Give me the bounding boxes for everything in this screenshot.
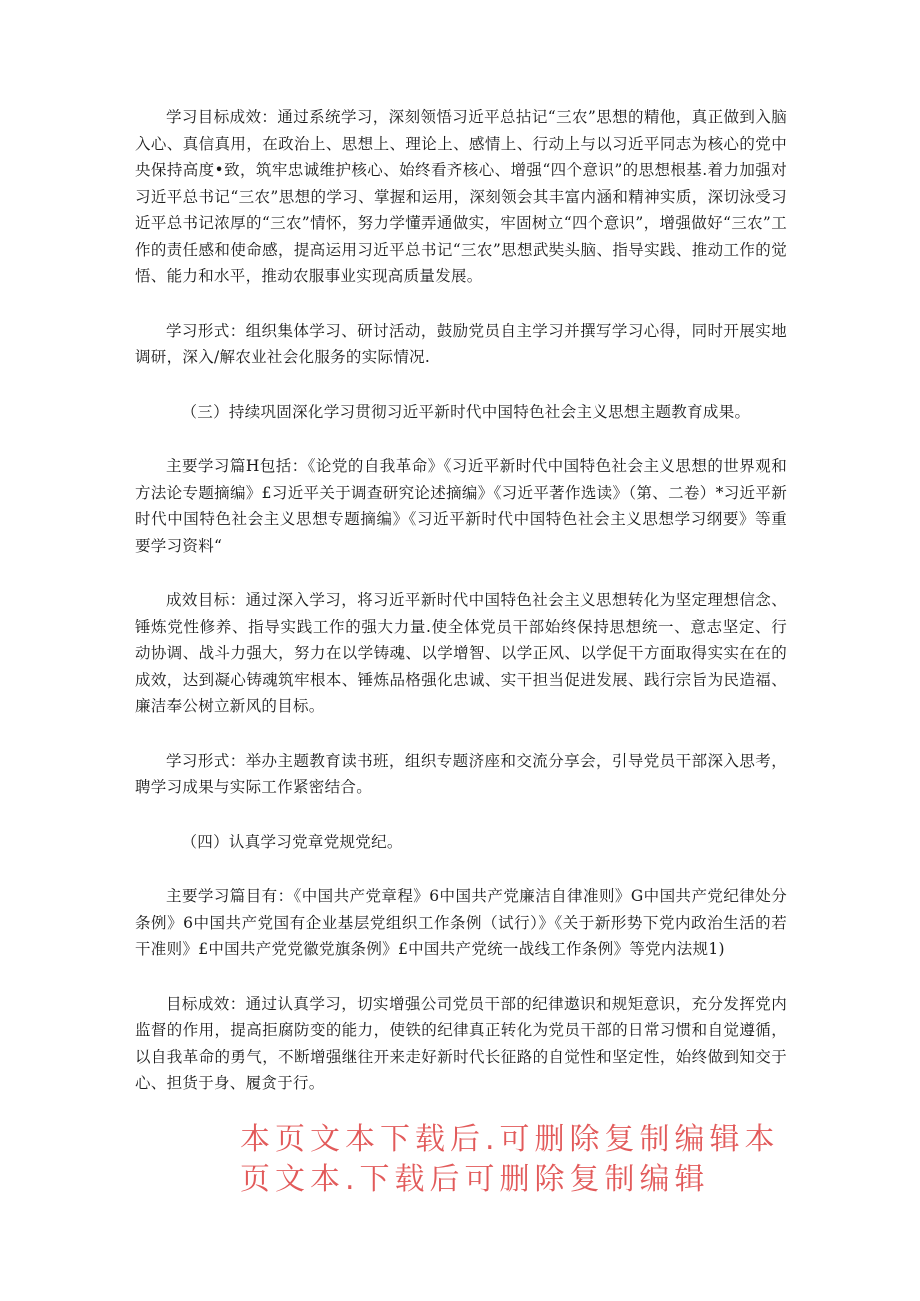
paragraph-outcome-goals: 成效目标：通过深入学习，将习近平新时代中国特色社会主义思想转化为坚定理想信念、锤炼党性修养、指导实践工作的强大力量.使全体党员干部始终保持思想统一、意志坚定、行动协调、战斗力强大，努力在以学铸魂、以学增智、以学正风、以学促干方面取得实实在在的成效，达到凝心铸魂筑牢根本、锤炼品格强化忠诚、实干担当促进发展、践行宗旨为民造福、廉洁奉公树立新风的目标。 [135, 591, 787, 715]
section-heading-four: （四）认真学习党章党规党纪。 [181, 832, 403, 851]
paragraph-main-readings: 主要学习篇H包括：《论党的自我革命》《习近平新时代中国特色社会主义思想的世界观和方法论专题摘编》£习近平关于调查研究论述摘编》《习近平著作选读》（第、二卷）*习近平新时代中国特色社会主义思想专题摘编》《习近平新时代中国特色社会主义思想学习纲要》等重要学习资料“ [135, 457, 787, 555]
section-heading-three: （三）持续巩固深化学习贯彻习近平新时代中国特色社会主义思想主题教育成果。 [181, 402, 751, 421]
paragraph-party-regulations: 主要学习篇目有：《中国共产党章程》6中国共产党廉洁自律准则》G中国共产党纪律处分条例》6中国共产党国有企业基层党组织工作条例（试行）》《关于新形势下党内政治生活的若干准则》£中国共产党党徽党旗条例》£中国共产党统一战线工作条例》等党内法规1) [135, 887, 787, 958]
document-body [135, 104, 787, 1125]
paragraph-study-form: 学习形式：组织集体学习、研讨活动，鼓励党员自主学习并撰写学习心得，同时开展实地调研，深入/解农业社会化服务的实际情况. [135, 321, 787, 366]
paragraph-study-form-2: 学习形式：举办主题教育读书班，组织专题济座和交流分享会，引导党员干部深入思考，聘学习成果与实际工作紧密结合。 [135, 751, 787, 796]
paragraph-discipline-goals: 目标成效：通过认真学习，切实增强公司党员干部的纪律遨识和规矩意识，充分发挥党内监督的作用，提高拒腐防变的能力，使铁的纪律真正转化为党员干部的日常习惯和自觉遵循，以自我革命的勇气，不断增强继往开来走好新时代长征路的自觉性和坚定性，始终做到知交于心、担货于身、履贪于行。 [135, 994, 787, 1092]
download-watermark: 本页文本下载后.可删除复制编辑本页文本.下载后可删除复制编辑 [240, 1122, 780, 1197]
paragraph-study-goals: 学习目标成效：通过系统学习，深刻领悟习近平总拈记“三农”思想的精他，真正做到入脑入心、真信真用，在政治上、思想上、理论上、感情上、行动上与以习近平同志为核心的党中央保持高度•致，筑牢忠诚维护核心、始终看齐核心、增强“四个意识”的思想根基.着力加强对习近平总书记“三农”思想的学习、掌握和运用，深刻领会其丰富内涵和精神实质，深切泳受习近平总书记浓厚的“三农”情怀，努力学懂弄通做实，牢固树立“四个意识”，增强做好“三农”工作的责任感和使命感，提高运用习近平总书记“三农”思想武奘头脑、指导实践、推动工作的觉悟、能力和水平，推动农服事业实现高质量发展。 [135, 108, 787, 285]
